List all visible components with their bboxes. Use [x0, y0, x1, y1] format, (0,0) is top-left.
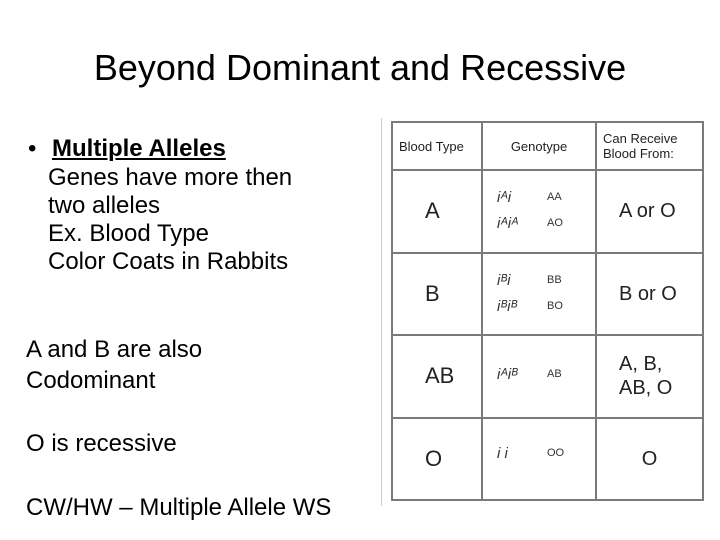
- genotype-allele: iᴬi: [497, 189, 512, 207]
- genotype-allele: iᴮiᴮ: [497, 297, 518, 315]
- note-line: A and B are also: [26, 336, 203, 363]
- table-row: [392, 253, 703, 335]
- genotype-allele: iᴬiᴬ: [497, 215, 519, 233]
- genotype-cell: [482, 335, 596, 417]
- genotype-allele: iᴮi: [497, 271, 511, 289]
- note-codominant: [26, 334, 366, 396]
- genotype-cell: [482, 170, 596, 252]
- blood-type-table: [391, 121, 704, 501]
- receive-text: A, B,: [619, 353, 663, 376]
- genotype-allele: i i: [497, 444, 508, 462]
- genotype-short: AB: [547, 368, 562, 381]
- note-worksheet: CW/HW – Multiple Allele WS: [26, 494, 332, 521]
- bullet-item: [28, 134, 378, 164]
- receive-cell: [596, 335, 703, 417]
- blood-type-cell: O: [392, 418, 482, 500]
- receive-text: O: [641, 447, 658, 470]
- header-can-receive-line2: Blood From:: [603, 146, 674, 162]
- bullet-subline: two alleles: [48, 192, 161, 219]
- genotype-short: OO: [547, 446, 565, 459]
- header-can-receive: [596, 122, 703, 170]
- genotype-short: BB: [547, 273, 562, 286]
- slide-title: Beyond Dominant and Recessive: [93, 47, 627, 88]
- note-recessive: O is recessive: [26, 430, 177, 457]
- receive-text: AB, O: [619, 377, 673, 400]
- blood-type-cell: A: [392, 170, 482, 252]
- receive-cell: [596, 170, 703, 252]
- blood-type-cell: B: [392, 253, 482, 335]
- table-header-row: [392, 122, 703, 170]
- table-row: [392, 170, 703, 252]
- bullet-marker: •: [28, 135, 37, 162]
- genotype-short: AO: [547, 217, 563, 230]
- blood-type-cell: AB: [392, 335, 482, 417]
- genotype-cell: [482, 418, 596, 500]
- bullet-heading: Multiple Alleles: [52, 135, 226, 162]
- header-blood-type: Blood Type: [392, 122, 482, 170]
- bullet-subline: Color Coats in Rabbits: [48, 248, 289, 275]
- header-can-receive-line1: Can Receive: [603, 131, 678, 147]
- bullet-list: [28, 134, 378, 276]
- table-row: [392, 335, 703, 417]
- table-row: [392, 418, 703, 500]
- bullet-subline: Ex. Blood Type: [48, 220, 209, 247]
- note-line: Codominant: [26, 367, 156, 394]
- receive-text: B or O: [619, 282, 677, 305]
- genotype-cell: [482, 253, 596, 335]
- receive-cell: [596, 418, 703, 500]
- receive-cell: [596, 253, 703, 335]
- genotype-allele: iᴬiᴮ: [497, 366, 518, 384]
- bullet-subline: Genes have more then: [48, 164, 293, 191]
- header-genotype: Genotype: [482, 122, 596, 170]
- genotype-short: AA: [547, 191, 562, 204]
- genotype-short: BO: [547, 299, 563, 312]
- receive-text: A or O: [619, 200, 676, 223]
